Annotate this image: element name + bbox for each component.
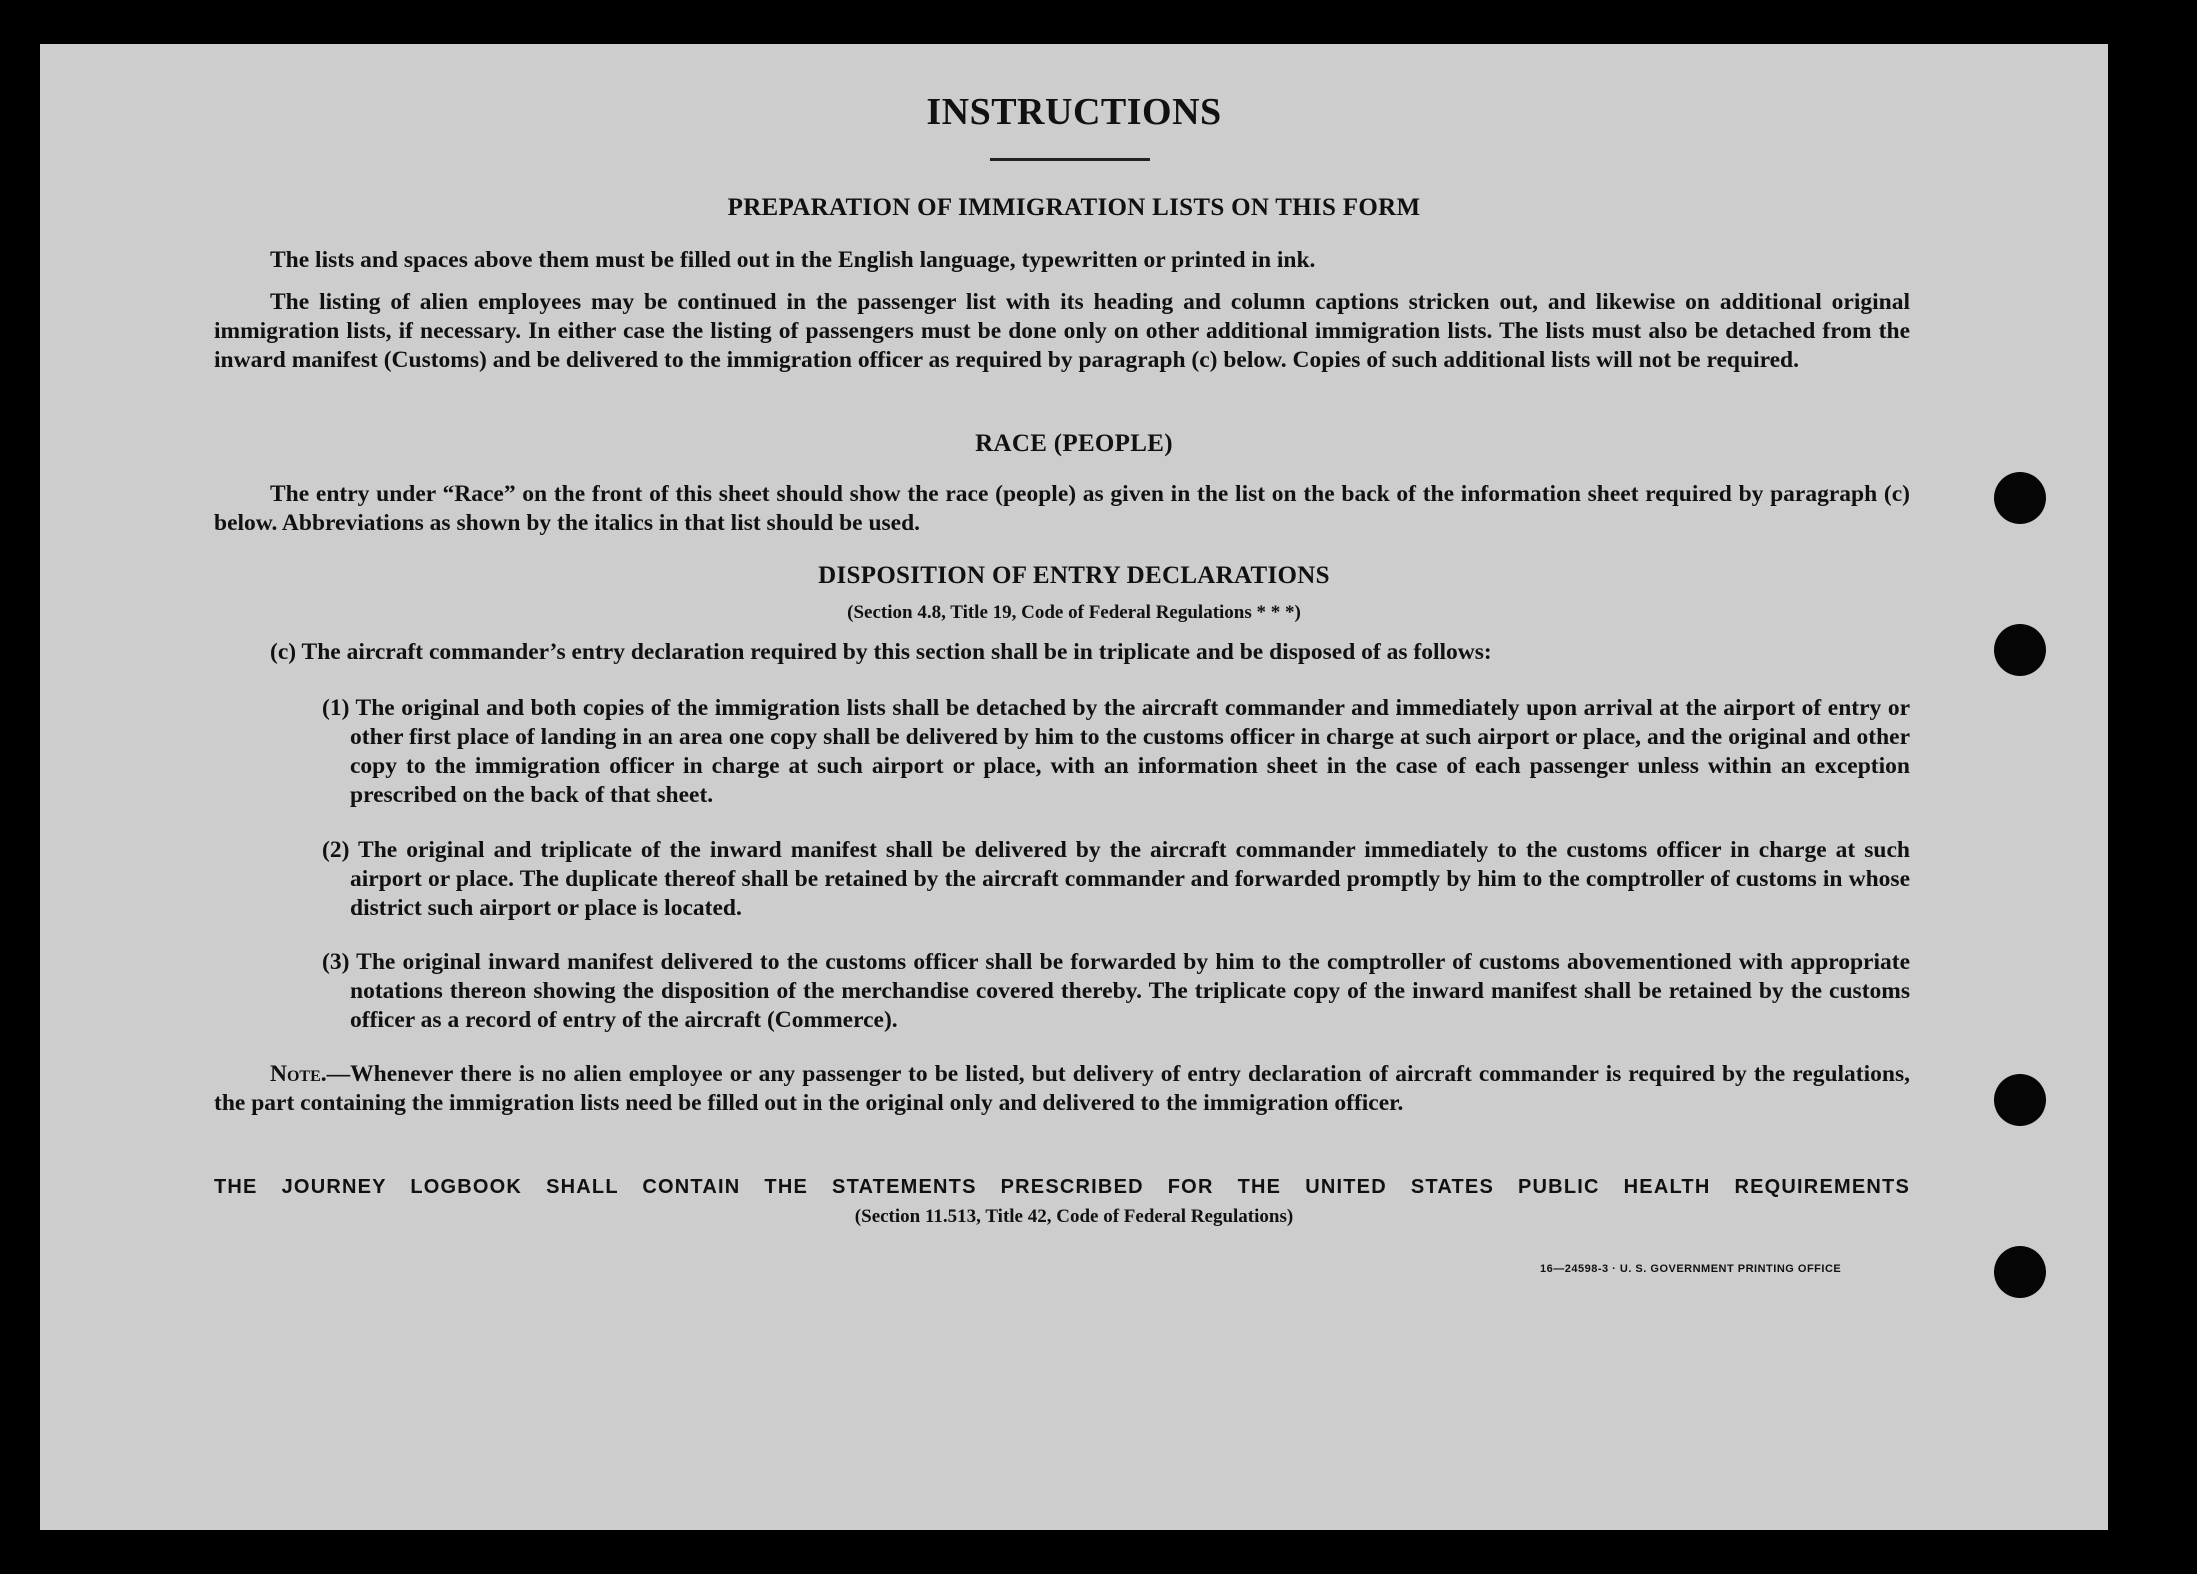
title-underline <box>990 158 1150 161</box>
disposition-citation: (Section 4.8, Title 19, Code of Federal Regulations * * *) <box>847 602 1301 623</box>
note-paragraph <box>214 1060 1910 1118</box>
note-text: —Whenever there is no alien employee or any passenger to be listed, but delivery of entry declaration of aircraft commander is required by the regulations, the part containing the immigration lists need be filled out in the original only and delivered to the immigration officer. <box>214 1061 1910 1116</box>
logbook-citation: (Section 11.513, Title 42, Code of Federal Regulations) <box>854 1206 1294 1227</box>
section-heading-race: RACE (PEOPLE) <box>975 430 1173 457</box>
paragraph-preparation-2: The listing of alien employees may be continued in the passenger list with its heading and column captions stricken out, and likewise on additional original immigration lists, if necessary. In either case the listing of passengers must be done only on other additional immigration lists. The lists must also be detached from the inward manifest (Customs) and be delivered to the immigration officer as required by paragraph (c) below. Copies of such additional lists will not be required. <box>214 289 1910 373</box>
section-heading-disposition: DISPOSITION OF ENTRY DECLARATIONS <box>818 562 1330 589</box>
disposition-item-2: (2) The original and triplicate of the inward manifest shall be delivered by the aircraft commander immediately to the customs officer in charge at such airport or place. The duplicate thereof shall be retained by the aircraft commander and forwarded promptly by him to the comptroller of customs in whose district such airport or place is located. <box>322 837 1910 921</box>
document-page <box>40 44 2108 1530</box>
page-title: INSTRUCTIONS <box>926 91 1222 133</box>
punch-hole <box>1994 624 2046 676</box>
punch-hole <box>1994 472 2046 524</box>
section-heading-preparation: PREPARATION OF IMMIGRATION LISTS ON THIS FORM <box>727 194 1421 221</box>
paragraph-preparation-1: The lists and spaces above them must be filled out in the English language, typewritten or printed in ink. <box>270 247 1316 273</box>
printer-mark: 16—24598-3 · U. S. GOVERNMENT PRINTING OFFICE <box>1540 1263 1842 1275</box>
punch-hole <box>1994 1246 2046 1298</box>
disposition-item-1: (1) The original and both copies of the immigration lists shall be detached by the aircraft commander and immediately upon arrival at the airport of entry or other first place of landing in an area one copy shall be delivered by him to the customs officer in charge at such airport or place, and the original and other copy to the immigration officer in charge at such airport or place, with an information sheet in the case of each passenger unless within an exception prescribed on the back of that sheet. <box>322 695 1910 808</box>
punch-hole <box>1994 1074 2046 1126</box>
paragraph-race: The entry under “Race” on the front of this sheet should show the race (people) as given in the list on the back of the information sheet required by paragraph (c) below. Abbreviations as shown by the italics in that list should be used. <box>214 481 1910 536</box>
note-label: Note. <box>270 1061 327 1087</box>
logbook-statement: THE JOURNEY LOGBOOK SHALL CONTAIN THE STATEMENTS PRESCRIBED FOR THE UNITED STATES PUBLIC HEALTH REQUIREMENTS <box>214 1176 1910 1198</box>
disposition-intro: (c) The aircraft commander’s entry declaration required by this section shall be in triplicate and be disposed of as follows: <box>270 639 1492 665</box>
disposition-item-3: (3) The original inward manifest delivered to the customs officer shall be forwarded by him to the comptroller of customs abovementioned with appropriate notations thereon showing the disposition of the merchandise covered thereby. The triplicate copy of the inward manifest shall be retained by the customs officer as a record of entry of the aircraft (Commerce). <box>322 949 1910 1033</box>
